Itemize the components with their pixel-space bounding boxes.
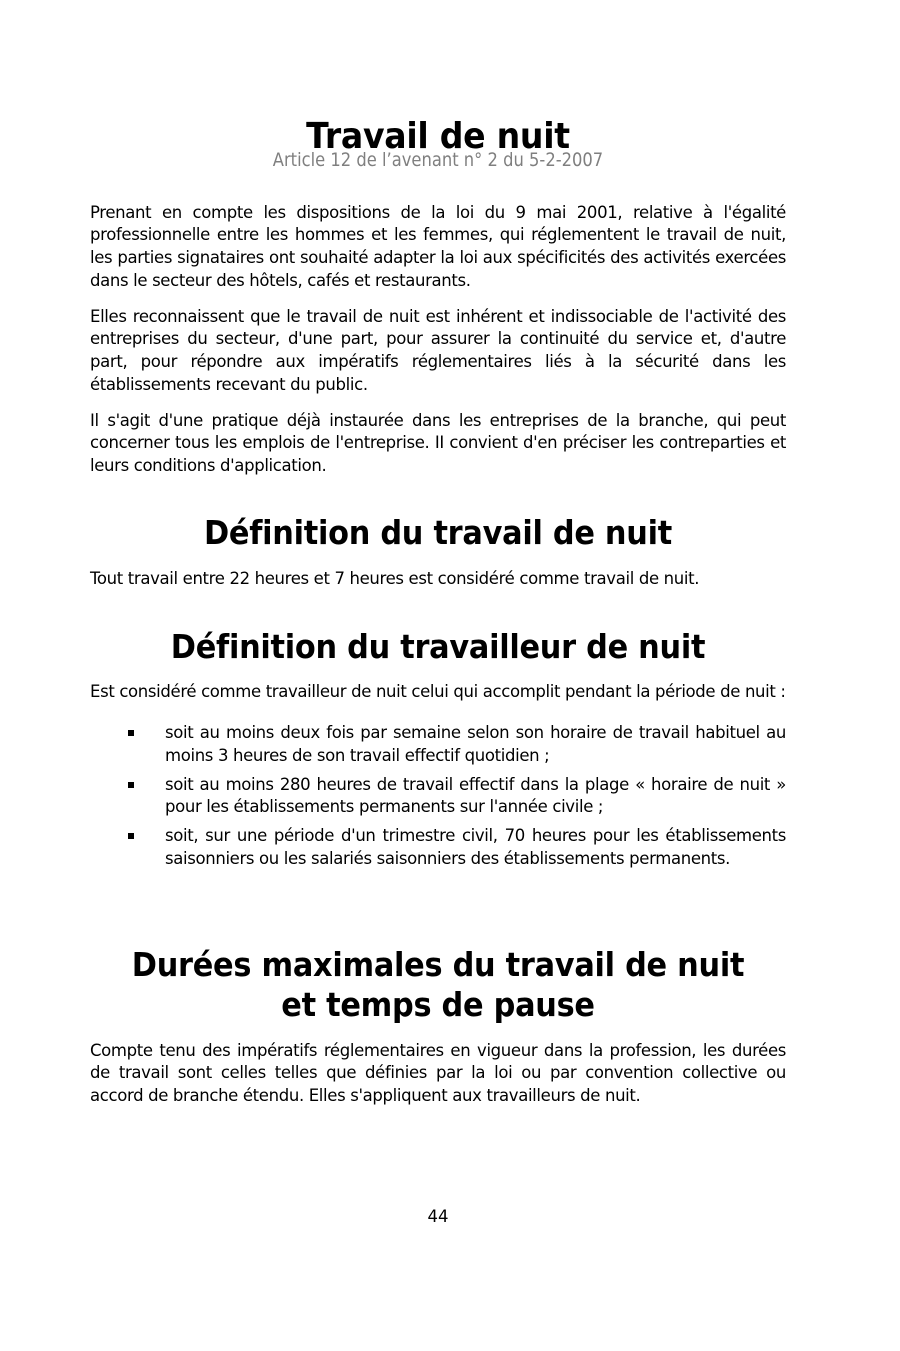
square-bullet-icon	[128, 730, 134, 736]
page-number: 44	[427, 1207, 449, 1226]
intro-paragraph-1: Prenant en compte les dispositions de la loi du 9 mai 2001, relative à l'égalité professionnelle entre les hommes et les femmes, qui réglementent le travail de nuit, les parties signataires ont souhaité adapter la loi aux spécificités des activités exercées dans le secteur des hôtels, cafés et restaurants.	[90, 202, 786, 290]
section-heading-max-durations: Durées maximales du travail de nuit et temps de pause	[131, 945, 745, 1025]
list-item	[90, 722, 786, 768]
night-worker-definition-text: Est considéré comme travailleur de nuit celui qui accomplit pendant la période de nuit :	[90, 681, 786, 701]
square-bullet-icon	[128, 833, 134, 839]
list-item	[90, 774, 786, 820]
night-work-definition-text: Tout travail entre 22 heures et 7 heures est considéré comme travail de nuit.	[90, 568, 700, 588]
section-heading-night-work-definition: Définition du travail de nuit	[204, 513, 672, 553]
section-heading-night-worker-definition: Définition du travailleur de nuit	[170, 627, 706, 667]
list-item-text: soit au moins deux fois par semaine selon son horaire de travail habituel au moins 3 heures de son travail effectif quotidien ;	[165, 723, 786, 765]
square-bullet-icon	[128, 782, 134, 788]
page-title: Travail de nuit	[306, 116, 570, 158]
intro-paragraph-3: Il s'agit d'une pratique déjà instaurée dans les entreprises de la branche, qui peut concerner tous les emplois de l'entreprise. II convient d'en préciser les contreparties et leurs conditions d'application.	[90, 410, 786, 476]
article-reference: Article 12 de l’avenant n° 2 du 5-2-2007	[272, 149, 604, 171]
list-item	[90, 825, 786, 871]
list-item-text: soit au moins 280 heures de travail effectif dans la plage « horaire de nuit » pour les établissements permanents sur l'année civile ;	[165, 774, 786, 817]
intro-paragraph-2: Elles reconnaissent que le travail de nuit est inhérent et indissociable de l'activité des entreprises du secteur, d'une part, pour assurer la continuité du service et, d'autre part, pour répondre aux impératifs réglementaires liés à la sécurité dans les établissements recevant du public.	[90, 306, 786, 394]
night-worker-criteria-list	[90, 722, 786, 877]
list-item-text: soit, sur une période d'un trimestre civil, 70 heures pour les établissements saisonniers ou les salariés saisonniers des établissements permanents.	[165, 826, 786, 868]
max-durations-text: Compte tenu des impératifs réglementaires en vigueur dans la profession, les durées de travail sont celles telles que définies par la loi ou par convention collective ou accord de branche étendu. Elles s'appliquent aux travailleurs de nuit.	[90, 1040, 786, 1106]
